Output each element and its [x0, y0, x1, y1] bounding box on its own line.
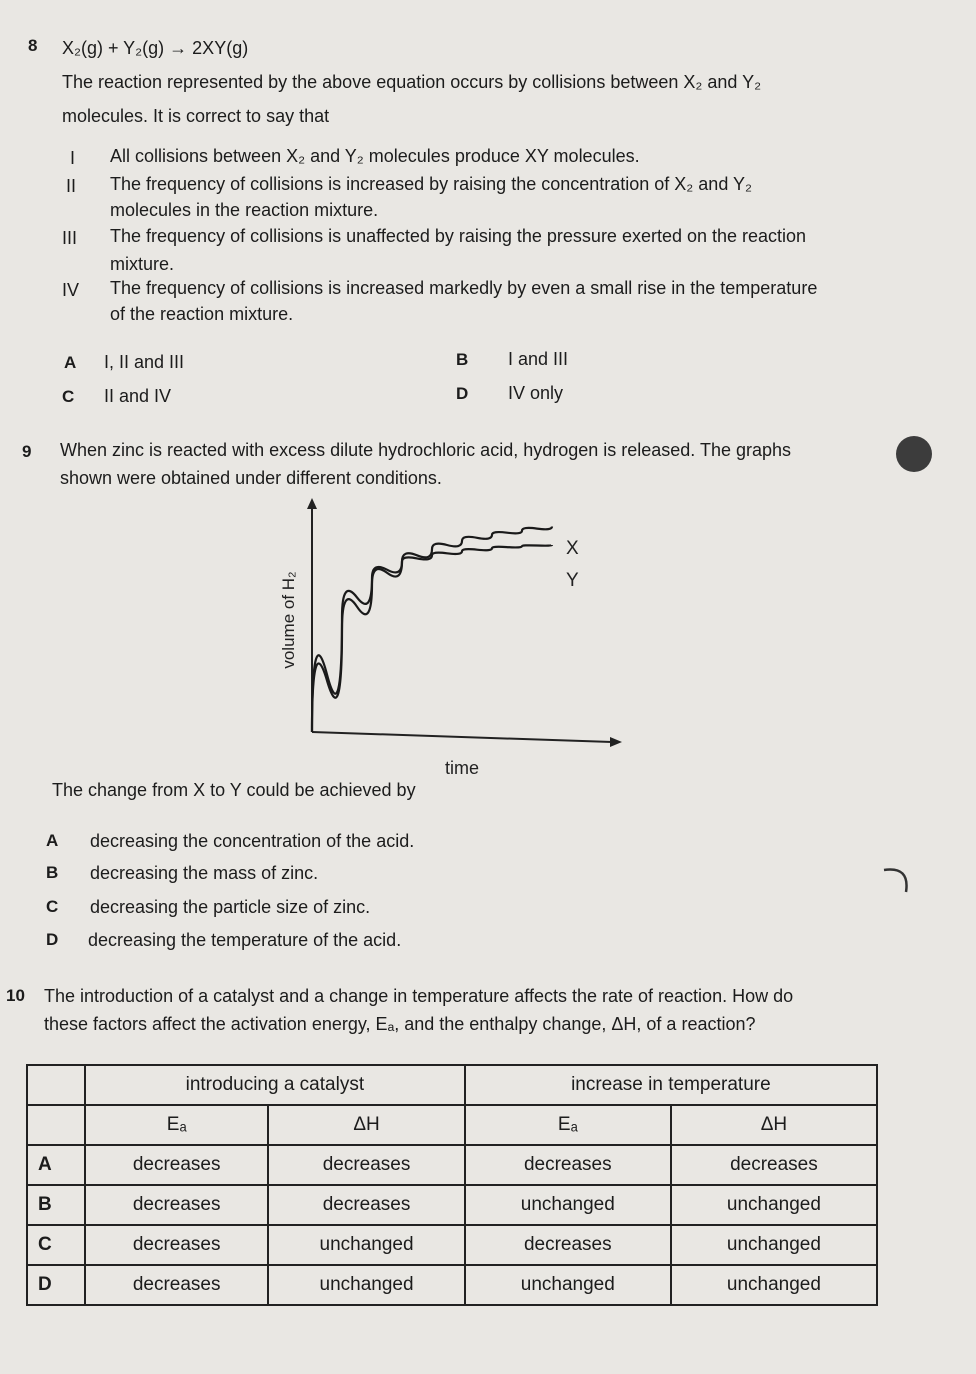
- subheader-ea: Eₐ: [465, 1105, 671, 1145]
- subheader-dh: ΔH: [268, 1105, 464, 1145]
- header-temperature: increase in temperature: [465, 1065, 877, 1105]
- q8-option-letter: D: [456, 384, 469, 403]
- table-cell: unchanged: [671, 1185, 877, 1225]
- q8-statement-text: of the reaction mixture.: [110, 304, 294, 324]
- q8-statement-text: molecules in the reaction mixture.: [110, 200, 379, 220]
- q8-statement-num: III: [62, 228, 78, 248]
- q9-option-letter: D: [46, 930, 59, 949]
- x-axis: [312, 732, 612, 742]
- row-letter: C: [27, 1225, 85, 1265]
- table-corner-cell: [27, 1105, 85, 1145]
- q9-question: The change from X to Y could be achieved by: [52, 780, 416, 800]
- q9-option-letter: C: [46, 897, 59, 916]
- x-axis-arrow: [610, 737, 622, 747]
- q8-statement-num: I: [70, 148, 76, 168]
- table-cell: decreases: [85, 1265, 268, 1305]
- q8-statement-text: All collisions between X₂ and Y₂ molecules produce XY molecules.: [110, 146, 640, 166]
- q9-stem-line1: When zinc is reacted with excess dilute hydrochloric acid, hydrogen is released. The graphs: [60, 440, 792, 460]
- q8-statement-num: IV: [62, 280, 80, 300]
- q8-statement-text: The frequency of collisions is increased markedly by even a small rise in the temperature: [110, 278, 818, 298]
- q9-option-c[interactable]: decreasing the particle size of zinc.: [90, 897, 371, 917]
- q8-equation: X₂(g) + Y₂(g) → 2XY(g): [62, 38, 249, 58]
- q8-number: 8: [28, 36, 38, 55]
- table-cell: unchanged: [671, 1265, 877, 1305]
- table-header-row: [27, 1065, 877, 1105]
- table-cell: unchanged: [268, 1265, 464, 1305]
- x-axis-label: time: [444, 758, 480, 778]
- q9-option-b[interactable]: decreasing the mass of zinc.: [90, 863, 319, 883]
- q8-stem-line1: The reaction represented by the above equation occurs by collisions between X₂ and Y₂: [62, 72, 762, 92]
- series-x-label: X: [566, 538, 579, 559]
- table-row[interactable]: [27, 1225, 877, 1265]
- table-cell: decreases: [465, 1225, 671, 1265]
- q8-option-b[interactable]: I and III: [508, 349, 569, 369]
- series-y-line: [312, 545, 552, 732]
- table-corner-cell: [27, 1065, 85, 1105]
- pencil-mark-icon: [880, 860, 920, 900]
- row-letter: A: [27, 1145, 85, 1185]
- subheader-dh: ΔH: [671, 1105, 877, 1145]
- y-axis-label: volume of H₂: [279, 571, 298, 669]
- punch-hole-icon: [896, 436, 932, 472]
- series-y-label: Y: [566, 570, 579, 591]
- row-letter: D: [27, 1265, 85, 1305]
- q8-option-a[interactable]: I, II and III: [104, 352, 185, 372]
- q8-option-letter: C: [62, 387, 75, 406]
- table-cell: unchanged: [465, 1265, 671, 1305]
- q9-option-letter: B: [46, 863, 59, 882]
- table-cell: decreases: [671, 1145, 877, 1185]
- q9-graph: [240, 492, 640, 782]
- q9-number: 9: [22, 442, 32, 461]
- row-letter: B: [27, 1185, 85, 1225]
- q9-option-d[interactable]: decreasing the temperature of the acid.: [88, 930, 402, 950]
- table-row[interactable]: [27, 1145, 877, 1185]
- q8-statement-text: mixture.: [110, 254, 175, 274]
- q8-statement-num: II: [66, 176, 77, 196]
- table-cell: unchanged: [268, 1225, 464, 1265]
- y-axis-arrow: [307, 498, 317, 509]
- q10-number: 10: [6, 986, 25, 1005]
- q8-statement-text: The frequency of collisions is increased by raising the concentration of X₂ and Y₂: [110, 174, 752, 194]
- table-cell: decreases: [268, 1185, 464, 1225]
- q10-stem-line1: The introduction of a catalyst and a change in temperature affects the rate of reaction. How do: [44, 986, 794, 1006]
- table-row[interactable]: [27, 1185, 877, 1225]
- q8-statement-text: The frequency of collisions is unaffected by raising the pressure exerted on the reaction: [110, 226, 807, 246]
- q8-stem-line2: molecules. It is correct to say that: [62, 106, 330, 126]
- q8-option-letter: A: [64, 353, 77, 372]
- q9-stem-line2: shown were obtained under different conditions.: [60, 468, 442, 488]
- q9-option-a[interactable]: decreasing the concentration of the acid.: [90, 831, 415, 851]
- table-cell: decreases: [85, 1225, 268, 1265]
- q8-option-letter: B: [456, 350, 469, 369]
- table-cell: unchanged: [671, 1225, 877, 1265]
- q8-option-c[interactable]: II and IV: [104, 386, 172, 406]
- q10-stem-line2: these factors affect the activation energy, Eₐ, and the enthalpy change, ΔH, of a reaction?: [44, 1014, 756, 1034]
- table-cell: decreases: [85, 1145, 268, 1185]
- q9-option-letter: A: [46, 831, 59, 850]
- table-cell: decreases: [268, 1145, 464, 1185]
- subheader-ea: Eₐ: [85, 1105, 268, 1145]
- table-cell: unchanged: [465, 1185, 671, 1225]
- q8-option-d[interactable]: IV only: [508, 383, 564, 403]
- header-catalyst: introducing a catalyst: [85, 1065, 465, 1105]
- q10-answer-table: [26, 1064, 878, 1306]
- table-subheader-row: [27, 1105, 877, 1145]
- table-cell: decreases: [465, 1145, 671, 1185]
- table-cell: decreases: [85, 1185, 268, 1225]
- table-row[interactable]: [27, 1265, 877, 1305]
